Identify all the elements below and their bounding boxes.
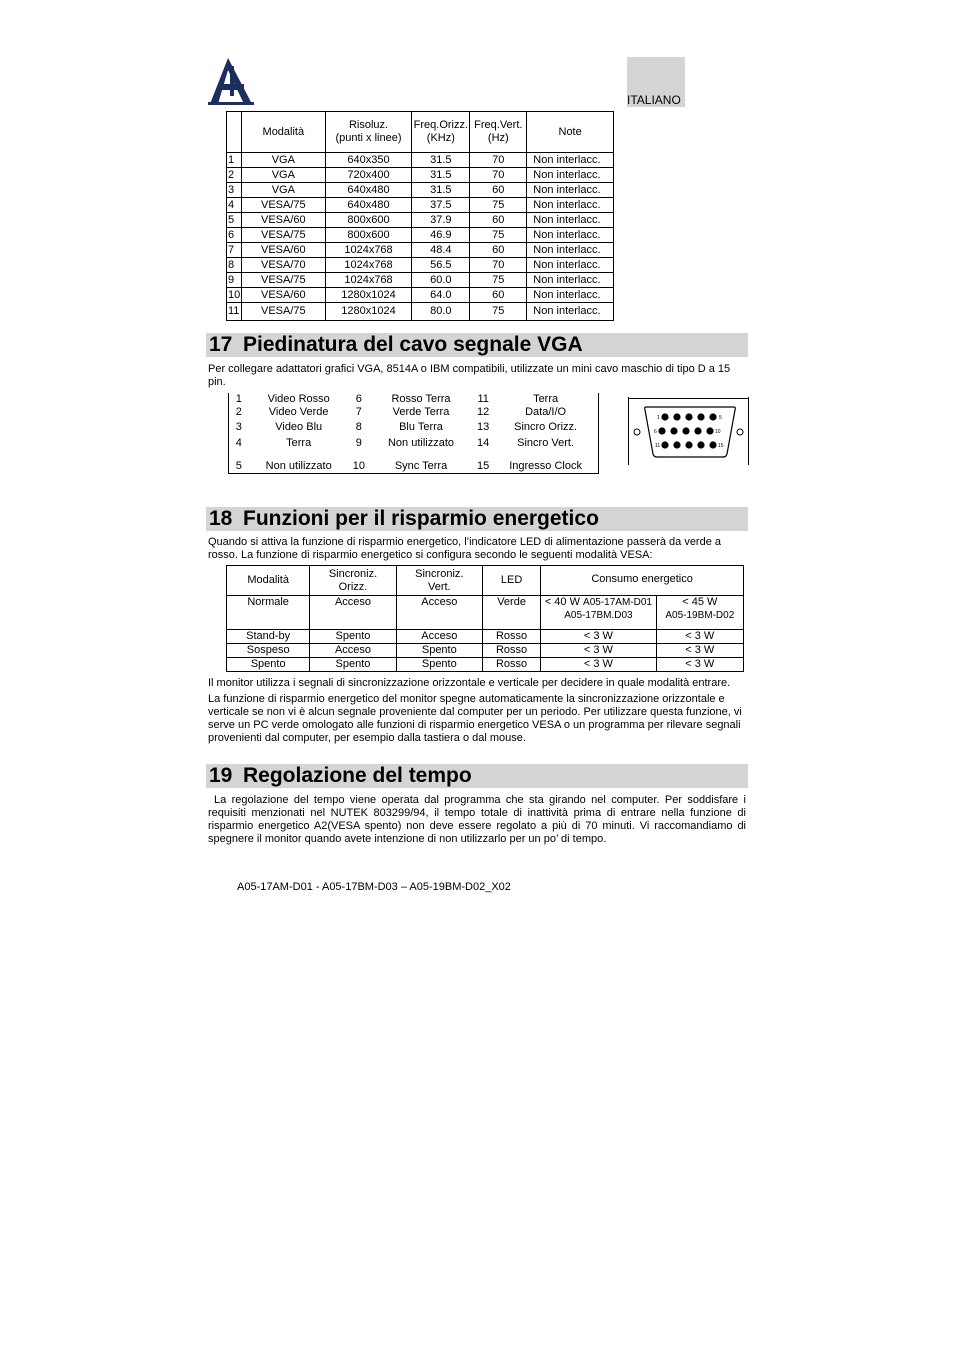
table-cell: 6 [227,228,242,243]
table-cell: 60 [470,183,527,198]
pin-row [229,451,599,473]
table-cell: Non interlacc. [527,198,614,213]
table-cell: 10 [228,288,241,301]
table-row [227,243,614,258]
connector-label-10: 10 [715,429,721,435]
table-cell: 60 [470,243,527,258]
connector-label-11: 11 [655,443,661,449]
table-cell: VESA/75 [241,303,325,321]
table-cell: VGA [241,153,325,168]
table-row [227,228,614,243]
table-cell: 37.9 [412,213,470,228]
power-cell: Spento [227,658,310,672]
table-cell: 720x400 [325,168,412,183]
language-label: ITALIANO [627,93,681,107]
pin-number: 6 [355,393,362,405]
table-cell: 70 [470,153,527,168]
table-cell: 46.9 [412,228,470,243]
pin-signal: Sync Terra [394,459,448,472]
pin-number: 7 [355,406,362,418]
table-cell: 60 [470,213,527,228]
table-cell: Non interlacc. [527,273,614,288]
pin-table [228,393,599,474]
table-cell: 56.5 [412,258,470,273]
vga-connector-icon [628,397,749,465]
table-cell: VESA/60 [241,243,325,258]
table-cell: 75 [470,273,527,288]
modes-table-header [227,112,614,153]
table-cell: 9 [227,273,242,288]
table-row [227,273,614,288]
table-cell: Non interlacc. [527,243,614,258]
atlantis-logo-icon [208,56,254,106]
pin-number: 13 [477,420,490,433]
table-cell: 75 [470,228,527,243]
table-cell: 11 [227,303,242,321]
power-header-consumption: Consumo energetico [541,566,744,596]
table-cell: 80.0 [412,303,470,321]
table-cell: 70 [470,258,527,273]
table-cell: 60.0 [412,273,470,288]
table-cell: Non interlacc. [527,303,614,321]
power-cell: Spento [310,658,396,672]
header-resolution: Risoluz. (punti x linee) [325,112,412,153]
modes-table [226,111,614,321]
pin-number: 8 [355,420,362,433]
table-cell: 640x480 [325,183,412,198]
pin-number: 2 [235,406,242,418]
power-cell-19: < 45 W A05-19BM-D02 [656,596,743,630]
table-row [227,153,614,168]
pin-number: 12 [477,406,490,418]
power-cell: < 3 W [541,644,656,658]
table-row [227,213,614,228]
table-cell: VESA/60 [241,288,325,303]
table-cell: VESA/75 [241,228,325,243]
table-cell: VGA [241,168,325,183]
section-18-note2: La funzione di risparmio energetico del monitor spegne automaticamente la sincronizzazione orizzontale e verticale se non vi è alcun segnale proveniente dal computer per un periodo. Per utilizzare questa funzione, vi serve un PC verde omologato alle funzioni di risparmio energetico VESA o un programma per rilevare segnali provenienti dal computer, per esempio dalla tastiera o dal mouse. [208,693,742,744]
table-cell: VESA/60 [241,213,325,228]
pin-signal: Sincro Orizz. [514,420,578,433]
table-row [227,168,614,183]
power-header-vsync: Sincroniz. Vert. [396,566,482,596]
power-cell: Rosso [482,644,540,658]
table-row [227,258,614,273]
pin-signal: Terra [533,393,559,405]
power-header-mode: Modalità [227,566,310,596]
pin-signal: Data/I/O [525,406,567,418]
power-cell: Acceso [396,596,482,630]
table-cell: 2 [227,168,242,183]
table-cell: 640x350 [325,153,412,168]
table-cell: 1 [227,153,242,168]
table-cell: 8 [227,258,242,273]
table-cell: 48.4 [412,243,470,258]
power-cell: Verde [482,596,540,630]
table-cell: Non interlacc. [527,153,614,168]
connector-label-15: 15 [718,443,724,449]
pin-row [229,435,599,451]
table-cell: Non interlacc. [527,258,614,273]
power-cell: Spento [310,630,396,644]
pin-signal: Terra [286,436,312,449]
pin-number: 14 [477,436,490,449]
table-cell: 31.5 [412,153,470,168]
connector-label-6: 6 [654,429,657,435]
power-cell: Normale [227,596,310,630]
table-cell: 1024x768 [325,273,412,288]
power-header-led: LED [482,566,540,596]
section-19-title: 19 Regolazione del tempo [209,764,472,787]
pin-signal: Non utilizzato [387,436,455,449]
section-18-title: 18 Funzioni per il risparmio energetico [209,507,599,530]
power-cell: < 3 W [541,630,656,644]
connector-label-1: 1 [657,415,660,421]
pin-number: 10 [352,459,365,472]
table-cell: 70 [470,168,527,183]
power-cell: < 3 W [656,658,743,672]
table-cell: 1280x1024 [325,288,412,303]
table-cell: Non interlacc. [527,168,614,183]
table-cell: 4 [227,198,242,213]
section-18-note1: Il monitor utilizza i segnali di sincronizzazione orizzontale e verticale per decidere in quale modalità entrare. [208,677,731,689]
pin-number: 3 [235,420,242,433]
power-table [226,565,744,672]
pin-signal: Video Blu [275,420,323,433]
header-vfreq: Freq.Vert. (Hz) [470,112,527,153]
table-cell: 1280x1024 [325,303,412,321]
table-cell: 64.0 [412,288,470,303]
table-cell: 37.5 [412,198,470,213]
pin-number: 1 [235,393,242,405]
power-row [227,658,744,672]
table-cell: 31.5 [412,183,470,198]
power-cell: Spento [396,658,482,672]
power-cell: < 3 W [656,644,743,658]
power-cell: Stand-by [227,630,310,644]
power-cell: Acceso [396,630,482,644]
section-18-intro: Quando si attiva la funzione di risparmio energetico, l’indicatore LED di alimentazione passerà da verde a rosso. La funzione di risparmio energetico si configura secondo le seguenti modalità VESA: [208,536,722,561]
table-cell: VESA/75 [241,273,325,288]
power-cell: < 3 W [541,658,656,672]
table-cell: 75 [470,198,527,213]
power-row [227,630,744,644]
table-row [227,198,614,213]
power-cell: Acceso [310,644,396,658]
table-cell: 60 [470,288,527,303]
section-17-intro: Per collegare adattatori grafici VGA, 8514A o IBM compatibili, utilizzate un mini cavo maschio di tipo D a 15 pin. [208,363,731,388]
header-index [227,112,242,153]
table-cell: VESA/70 [241,258,325,273]
pin-number: 9 [355,436,362,449]
table-cell: 1024x768 [325,243,412,258]
table-cell: Non interlacc. [527,183,614,198]
section-19-body: La regolazione del tempo viene operata dal programma che sta girando nel computer. Per soddisfare i requisiti menzionati nel NUTEK 803299/94, il tempo totale di inattività prima di entrare nella funzione di risparmio energetico A2(VESA spento) non deve essere regolato a più di 70 minuti. Vi raccomandiamo di spegnere il monitor quando avete intenzione di non utilizzarlo per un po’ di tempo. [208,794,746,845]
table-cell: 7 [227,243,242,258]
table-cell: VGA [241,183,325,198]
power-cell-17: < 40 W A05-17AM-D01 A05-17BM.D03 [541,596,656,630]
table-cell: 1024x768 [325,258,412,273]
pin-row [229,393,599,406]
pin-signal: Non utilizzato [265,459,332,472]
pin-signal: Verde Terra [392,406,450,418]
table-cell: 31.5 [412,168,470,183]
pin-number: 11 [477,393,489,405]
power-cell: < 3 W [656,630,743,644]
table-cell: Non interlacc. [527,228,614,243]
table-cell: 5 [227,213,242,228]
power-cell: Rosso [482,630,540,644]
header-note: Note [527,112,614,153]
pin-signal: Sincro Vert. [517,436,575,449]
table-cell: 75 [470,303,527,321]
pin-signal: Rosso Terra [391,393,451,405]
section-17-title: 17 Piedinatura del cavo segnale VGA [209,333,583,356]
table-cell: 3 [227,183,242,198]
pin-signal: Blu Terra [399,420,443,433]
pin-signal: Video Rosso [267,393,330,405]
power-table-header [227,566,744,596]
power-row [227,644,744,658]
pin-row [229,419,599,435]
table-cell: VESA/75 [241,198,325,213]
pin-signal: Video Verde [268,406,329,418]
connector-label-5: 5 [719,415,722,421]
pin-row [229,406,599,419]
header-mode: Modalità [241,112,325,153]
table-row [227,183,614,198]
table-row [227,288,614,303]
power-cell: Rosso [482,658,540,672]
pin-number: 5 [235,459,242,472]
table-cell: Non interlacc. [527,288,614,303]
power-cell: Acceso [310,596,396,630]
table-cell: 800x600 [325,213,412,228]
pin-signal: Ingresso Clock [509,459,582,472]
table-cell: Non interlacc. [527,213,614,228]
pin-number: 4 [235,436,242,449]
pin-number: 15 [477,459,490,472]
table-cell: 800x600 [325,228,412,243]
footer-models: A05-17AM-D01 - A05-17BM-D03 – A05-19BM-D02_X02 [237,881,511,893]
power-cell: Sospeso [227,644,310,658]
table-cell: 640x480 [325,198,412,213]
power-cell: Spento [396,644,482,658]
power-header-hsync: Sincroniz. Orizz. [310,566,396,596]
header-hfreq: Freq.Orizz. (KHz) [412,112,470,153]
power-row-normal [227,596,744,630]
table-row [227,303,614,321]
